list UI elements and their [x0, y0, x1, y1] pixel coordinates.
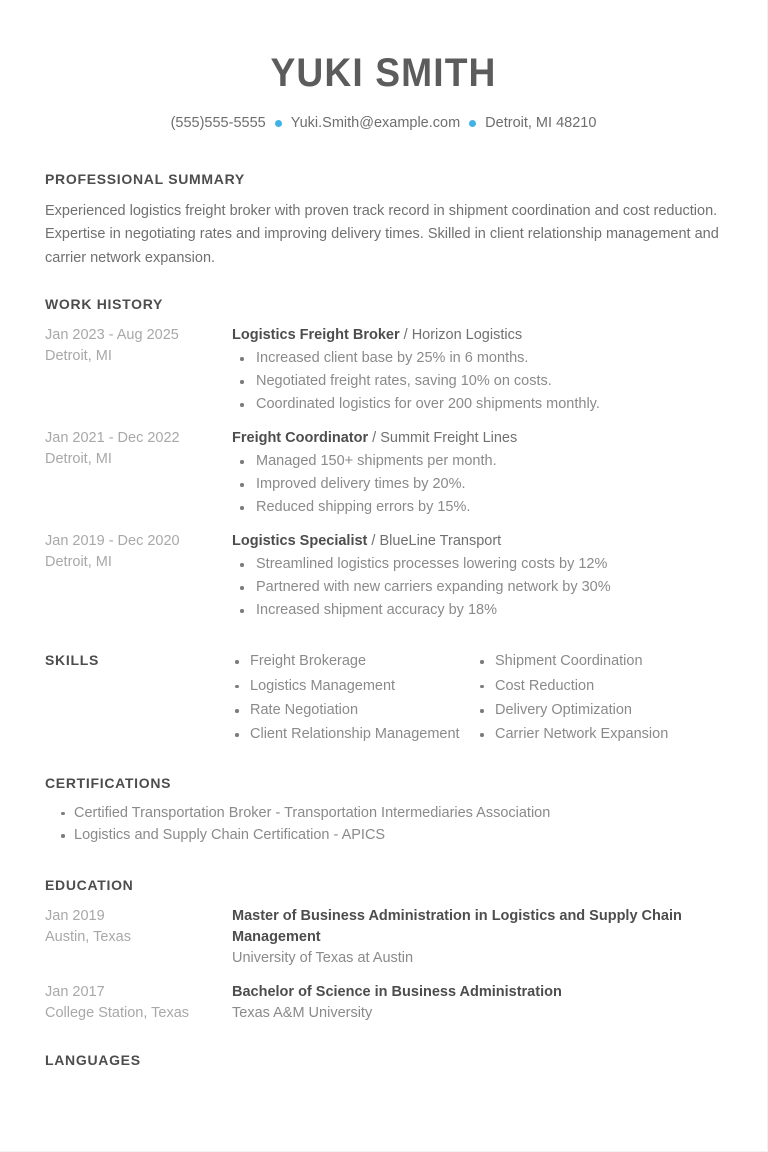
- resume-header: [45, 0, 722, 133]
- work-bullet: Improved delivery times by 20%.: [232, 474, 722, 495]
- bullet-separator-icon: [275, 120, 282, 127]
- location-address: Detroit, MI 48210: [485, 115, 597, 131]
- education-degree: Bachelor of Science in Business Administration: [232, 984, 562, 1001]
- work-bullet: Negotiated freight rates, saving 10% on costs.: [232, 371, 722, 392]
- education-school: University of Texas at Austin: [232, 950, 414, 967]
- work-bullet: Partnered with new carriers expanding network by 30%: [232, 577, 722, 598]
- education-location: Austin, Texas: [45, 929, 131, 946]
- education-entry-body: [232, 982, 722, 1024]
- section-work-history: [45, 296, 722, 621]
- work-entry-meta: [45, 428, 232, 518]
- work-entry-body: [232, 531, 722, 621]
- skills-column-1: [232, 651, 477, 748]
- certification-item: Logistics and Supply Chain Certification - APICS: [45, 825, 722, 847]
- bullet-separator-icon: [469, 120, 476, 127]
- work-separator: /: [367, 533, 380, 550]
- section-heading-certifications: CERTIFICATIONS: [45, 774, 172, 791]
- skill-item: Logistics Management: [232, 676, 477, 697]
- work-separator: /: [368, 430, 381, 447]
- work-company: Horizon Logistics: [411, 327, 523, 344]
- work-location: Detroit, MI: [45, 348, 112, 365]
- education-entry: [45, 906, 722, 969]
- education-school: Texas A&M University: [232, 1005, 373, 1022]
- work-entry: [45, 531, 722, 621]
- section-certifications: [45, 775, 722, 848]
- certification-list: [45, 803, 722, 848]
- education-entry-body: [232, 906, 722, 969]
- certification-item: Certified Transportation Broker - Transportation Intermediaries Association: [45, 803, 722, 825]
- section-languages: [45, 1052, 722, 1068]
- skill-item: Freight Brokerage: [232, 651, 477, 672]
- skill-item: Cost Reduction: [477, 676, 722, 697]
- work-company: BlueLine Transport: [379, 533, 502, 550]
- skill-item: Shipment Coordination: [477, 651, 722, 672]
- education-dates: Jan 2019: [45, 908, 105, 925]
- section-heading-education: EDUCATION: [45, 877, 134, 894]
- work-location: Detroit, MI: [45, 554, 112, 571]
- candidate-name: YUKI SMITH: [270, 51, 497, 95]
- email-address: Yuki.Smith@example.com: [290, 115, 461, 131]
- section-heading-work-history: WORK HISTORY: [45, 296, 164, 313]
- work-job-title: Logistics Specialist: [232, 533, 368, 550]
- skill-item: Carrier Network Expansion: [477, 724, 722, 745]
- work-job-title: Freight Coordinator: [232, 430, 369, 447]
- work-dates: Jan 2023 - Aug 2025: [45, 327, 179, 344]
- skill-item: Delivery Optimization: [477, 700, 722, 721]
- work-bullet: Increased shipment accuracy by 18%: [232, 600, 722, 621]
- section-heading-summary: PROFESSIONAL SUMMARY: [45, 170, 245, 187]
- section-heading-languages: LANGUAGES: [45, 1052, 141, 1069]
- summary-text: Experienced logistics freight broker with proven track record in shipment coordination and cost reduction. Expertise in negotiating rates and improving delivery times. Skilled in client relationship management and carrier network expansion.: [45, 202, 719, 266]
- section-education: [45, 877, 722, 1024]
- work-entry: [45, 325, 722, 415]
- work-bullet: Reduced shipping errors by 15%.: [232, 497, 722, 518]
- work-entry-body: [232, 428, 722, 518]
- education-entry: [45, 982, 722, 1024]
- work-bullet: Increased client base by 25% in 6 months.: [232, 348, 722, 369]
- education-entry-meta: [45, 982, 232, 1024]
- section-skills: [45, 651, 722, 748]
- education-dates: Jan 2017: [45, 984, 105, 1001]
- work-title-line: [232, 428, 722, 449]
- skills-column-2: [477, 651, 722, 748]
- work-bullet: Streamlined logistics processes lowering costs by 12%: [232, 554, 722, 575]
- work-dates: Jan 2021 - Dec 2022: [45, 430, 180, 447]
- work-entry-body: [232, 325, 722, 415]
- work-separator: /: [399, 327, 412, 344]
- phone-number: (555)555-5555: [170, 115, 266, 131]
- work-dates: Jan 2019 - Dec 2020: [45, 533, 180, 550]
- education-entry-meta: [45, 906, 232, 969]
- skill-item: Rate Negotiation: [232, 700, 477, 721]
- work-company: Summit Freight Lines: [380, 430, 518, 447]
- work-bullet-list: [232, 451, 722, 518]
- work-entry-meta: [45, 531, 232, 621]
- work-job-title: Logistics Freight Broker: [232, 327, 400, 344]
- section-heading-skills: SKILLS: [45, 652, 99, 669]
- education-degree: Master of Business Administration in Logistics and Supply Chain Management: [232, 908, 682, 946]
- work-bullet: Managed 150+ shipments per month.: [232, 451, 722, 472]
- education-location: College Station, Texas: [45, 1005, 190, 1022]
- skill-item: Client Relationship Management: [232, 724, 477, 745]
- work-entry: [45, 428, 722, 518]
- work-bullet-list: [232, 554, 722, 621]
- work-location: Detroit, MI: [45, 451, 112, 468]
- contact-line: [45, 114, 722, 133]
- work-title-line: [232, 325, 722, 346]
- work-entry-meta: [45, 325, 232, 415]
- work-bullet: Coordinated logistics for over 200 shipments monthly.: [232, 394, 722, 415]
- work-title-line: [232, 531, 722, 552]
- work-bullet-list: [232, 348, 722, 415]
- section-professional-summary: [45, 171, 722, 270]
- skills-columns: [232, 651, 722, 748]
